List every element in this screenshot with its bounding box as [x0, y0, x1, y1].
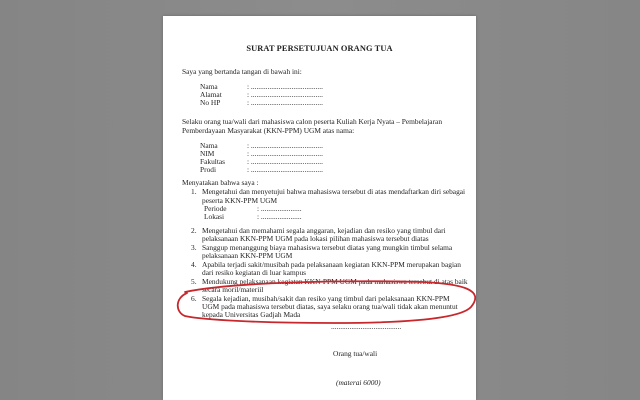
item-line: kepada Universitas Gadjah Mada	[202, 310, 301, 319]
item-number: 4.	[191, 260, 197, 269]
field-value: : .......................................	[247, 141, 323, 150]
paragraph-line: Selaku orang tua/wali dari mahasiswa calon peserta Kuliah Kerja Nyata – Pembelajaran	[182, 117, 443, 126]
field-value: : .......................................	[247, 165, 323, 174]
sub-field-label: Lokasi	[204, 212, 225, 221]
field-value: : .......................................	[247, 157, 323, 166]
field-value: : .......................................	[247, 98, 323, 107]
sub-field-value: : ......................	[257, 204, 302, 213]
field-label: Fakultas	[200, 157, 226, 166]
item-line: secara moril/materiil	[202, 285, 264, 294]
item-line: UGM pada mahasiswa tersebut diatas, saya selaku orang tua/wali tidak akan menuntut	[202, 302, 458, 311]
item-number: 1.	[191, 187, 197, 196]
item-line: Mengetahui dan menyetujui bahwa mahasiswa tersebut di atas mendaftarkan diri sebagai	[202, 187, 466, 196]
document-page	[163, 16, 476, 400]
item-number: 2.	[191, 226, 197, 235]
item-line: pelaksanaan KKN-PPM UGM	[202, 251, 293, 260]
item-line: peserta KKN-PPM UGM	[202, 196, 278, 205]
item-line: Mendukung pelaksanaan kegiatan KKN-PPM UGM pada mahasiswa tersebut di atas baik	[202, 277, 468, 286]
field-label: Prodi	[200, 165, 217, 174]
item-line: pelaksanaan KKN-PPM UGM pada lokasi pilihan mahasiswa tersebut diatas	[202, 234, 429, 243]
item-number: 5.	[191, 277, 197, 286]
paragraph-line: Pemberdayaan Masyarakat (KKN-PPM) UGM atas nama:	[182, 126, 355, 135]
signature-line: ......................................	[331, 322, 402, 331]
item-line: dari resiko kegiatan di luar kampus	[202, 268, 307, 277]
field-label: Alamat	[200, 90, 222, 99]
item-line: Mengetahui dan memahami segala anggaran, kejadian dan resiko yang timbul dari	[202, 226, 446, 235]
item-line: Sanggup menanggung biaya mahasiswa tersebut diatas yang mungkin timbul selama	[202, 243, 453, 252]
signer-label: Orang tua/wali	[333, 349, 378, 358]
intro-text: Saya yang bertanda tangan di bawah ini:	[182, 67, 302, 76]
document-title: SURAT PERSETUJUAN ORANG TUA	[246, 44, 393, 53]
field-label: NIM	[200, 149, 215, 158]
sub-field-value: : ......................	[257, 212, 302, 221]
item-number: 6.	[191, 294, 197, 303]
item-number: 3.	[191, 243, 197, 252]
field-label: Nama	[200, 141, 218, 150]
field-label: Nama	[200, 82, 218, 91]
item-line: Segala kejadian, musibah/sakit dan resiko yang timbul dari pelaksanaan KKN-PPM	[202, 294, 450, 303]
item-line: Apabila terjadi sakit/musibah pada pelaksanaan kegiatan KKN-PPM merupakan bagian	[202, 260, 462, 269]
statement-intro: Menyatakan bahwa saya :	[182, 178, 259, 187]
field-label: No HP	[200, 98, 221, 107]
stamp-note: (materai 6000)	[336, 378, 381, 387]
field-value: : .......................................	[247, 82, 323, 91]
field-value: : .......................................	[247, 149, 323, 158]
sub-field-label: Periode	[204, 204, 227, 213]
field-value: : .......................................	[247, 90, 323, 99]
